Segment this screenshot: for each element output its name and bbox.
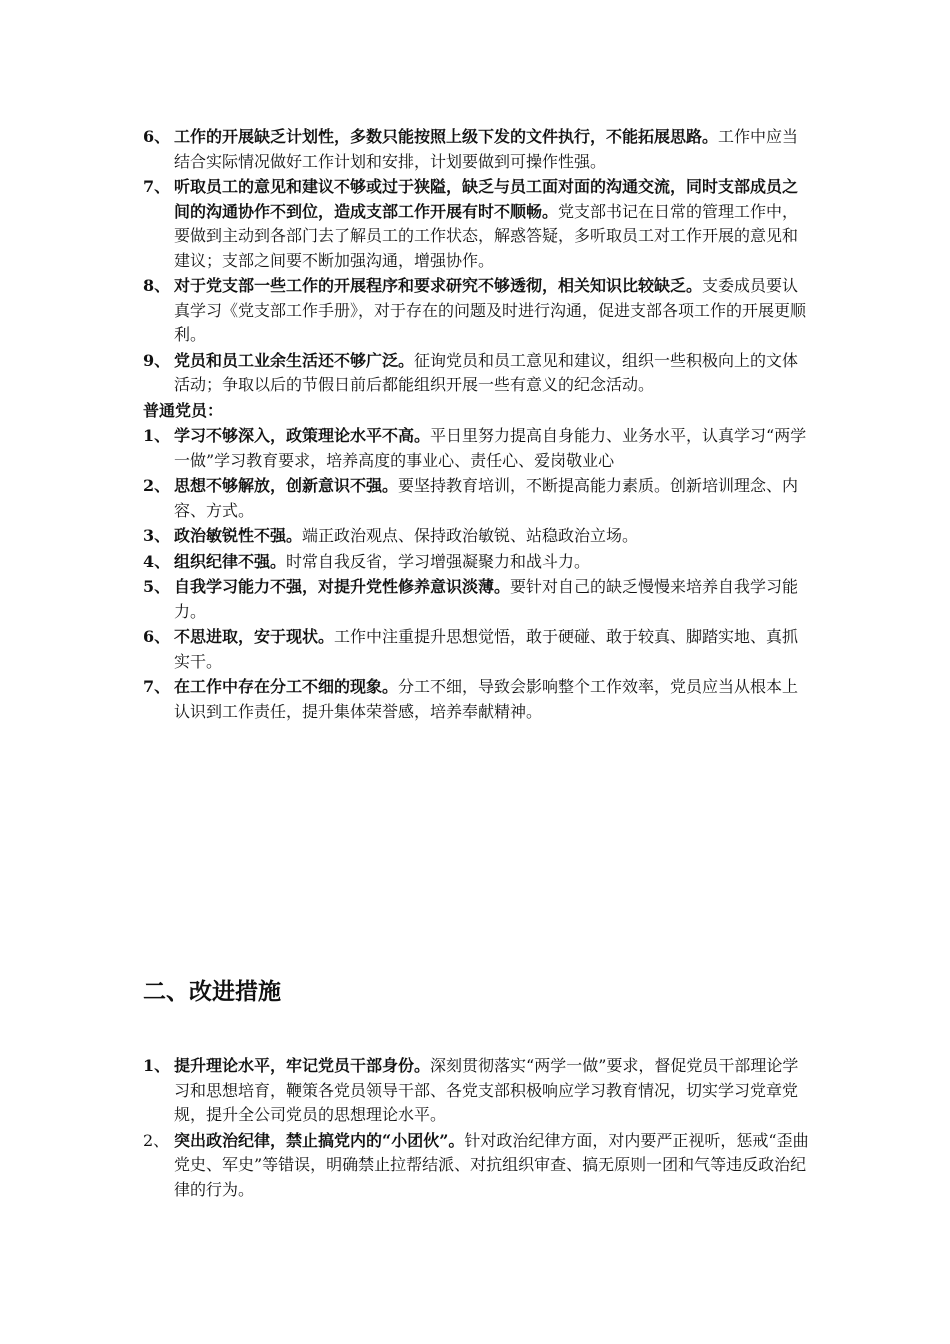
list-item [143,524,813,549]
item-number: 1、 [143,1056,171,1075]
problem-list [143,125,813,724]
item-lead: 学习不够深入，政策理论水平不高。 [174,426,431,445]
item-text: 时常自我反省，学习增强凝聚力和战斗力。 [286,551,591,571]
list-item [143,550,813,575]
item-number: 9、 [143,350,171,370]
section-heading: 二、改进措施 [143,979,281,1005]
list-item [143,125,813,174]
item-lead: 思想不够解放，创新意识不强。 [174,476,399,495]
item-number: 8、 [143,276,171,295]
item-text: 征询党员和员工意见和建议，组织一些积极向上的文体活动；争取以后的节假日前后都能组织开展一些有意义的纪念活动。 [174,350,799,394]
item-lead: 不思进取，安于现状。 [174,627,335,646]
item-lead: 听取员工的意见和建议不够或过于狭隘，缺乏与员工面对面的沟通交流，同时支部成员之间的沟通协作不到位，造成支部工作开展有时不顺畅。 [174,177,799,221]
item-lead: 在工作中存在分工不细的现象。 [174,677,399,696]
item-lead: 对于党支部一些工作的开展程序和要求研究不够透彻，相关知识比较缺乏。 [174,276,703,295]
item-text: 端正政治观点、保持政治敏锐、站稳政治立场。 [302,526,639,545]
item-lead: 突出政治纪律，禁止搞党内的“小团伙”。 [174,1130,465,1150]
item-lead: 自我学习能力不强，对提升党性修养意识淡薄。 [174,577,511,596]
item-text: 工作中注重提升思想觉悟，敢于硬碰、敢于较真、脚踏实地、真抓实干。 [174,627,799,671]
item-lead: 党员和员工业余生活还不够广泛。 [174,350,415,370]
item-text: 针对政治纪律方面，对内要严正视听，惩戒“歪曲党史、军史”等错误，明确禁止拉帮结派、对抗组织审查、搞无原则一团和气等违反政治纪律的行为。 [174,1130,809,1199]
item-text: 工作中应当结合实际情况做好工作计划和安排，计划要做到可操作性强。 [174,127,799,171]
measures-list [143,1054,813,1202]
item-number: 4、 [143,551,171,571]
list-item [143,575,813,624]
list-item [143,175,813,273]
item-text: 平日里努力提高自身能力、业务水平，认真学习“两学一做”学习教育要求，培养高度的事业心、责任心、爱岗敬业心 [174,426,807,470]
item-text: 要针对自己的缺乏慢慢来培养自我学习能力。 [174,577,799,621]
subsection-title: 普通党员： [143,400,224,420]
item-number: 6、 [143,127,171,146]
item-number: 2、 [143,476,171,495]
item-lead: 组织纪律不强。 [174,551,287,571]
list-item [143,1054,813,1128]
item-text: 要坚持教育培训，不断提高能力素质。创新培训理念、内容、方式。 [174,476,799,520]
item-text: 党支部书记在日常的管理工作中，要做到主动到各部门去了解员工的工作状态，解惑答疑，多听取员工对工作开展的意见和建议；支部之间要不断加强沟通，增强协作。 [174,201,799,270]
item-number: 7、 [143,677,171,696]
item-lead: 工作的开展缺乏计划性，多数只能按照上级下发的文件执行，不能拓展思路。 [174,127,719,146]
list-item [143,625,813,674]
list-item [143,474,813,523]
item-number: 1、 [143,426,171,445]
item-lead: 政治敏锐性不强。 [174,526,303,545]
list-item [143,424,813,473]
item-number: 7、 [143,177,171,196]
item-text: 深刻贯彻落实“两学一做”要求，督促党员干部理论学习和思想培育，鞭策各党员领导干部、各党支部积极响应学习教育情况，切实学习党章党规，提升全公司党员的思想理论水平。 [174,1056,799,1124]
item-number: 2、 [143,1130,170,1150]
item-number: 5、 [143,577,171,596]
item-number: 3、 [143,526,171,545]
list-item [143,1129,813,1203]
item-number: 6、 [143,627,171,646]
list-item [143,274,813,348]
item-text: 支委成员要认真学习《党支部工作手册》，对于存在的问题及时进行沟通，促进支部各项工作的开展更顺利。 [174,276,807,344]
list-item [143,675,813,724]
item-lead: 提升理论水平，牢记党员干部身份。 [174,1056,431,1075]
list-item [143,349,813,398]
item-text: 分工不细，导致会影响整个工作效率，党员应当从根本上认识到工作责任，提升集体荣誉感，培养奉献精神。 [174,677,799,721]
